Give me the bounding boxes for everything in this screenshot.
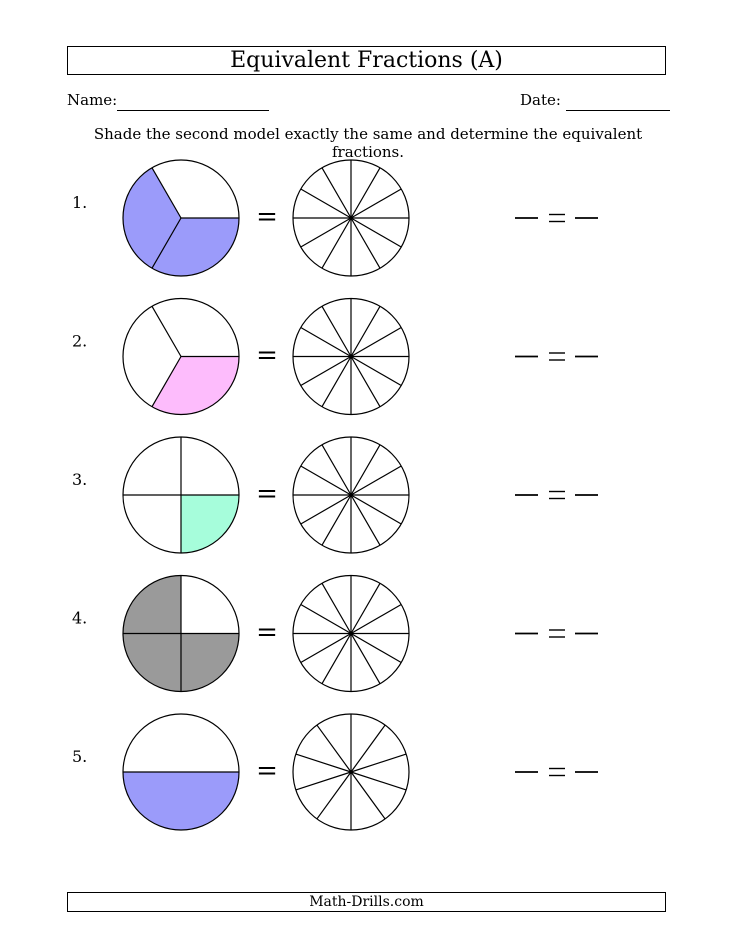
second-model-divider [351, 605, 401, 634]
second-model-divider [351, 189, 401, 218]
second-model-divider [322, 306, 351, 356]
equals-sign: = [256, 340, 278, 371]
second-model-divider [351, 357, 401, 386]
second-model-divider [351, 306, 380, 356]
second-model-divider [322, 634, 351, 684]
second-model-divider [351, 634, 401, 663]
second-model-divider [351, 634, 380, 684]
second-model-divider [301, 357, 351, 386]
second-model-divider [351, 218, 380, 268]
second-model-divider [351, 328, 401, 357]
first-model-divider [152, 306, 181, 356]
second-model-divider [351, 445, 380, 495]
problem-2 [72, 299, 598, 415]
date-label: Date: [520, 91, 561, 109]
problem-3 [72, 437, 598, 553]
equals-sign: = [256, 617, 278, 648]
second-model-divider [351, 725, 385, 772]
second-model-divider [296, 772, 351, 790]
second-model-divider [301, 466, 351, 495]
second-model-divider [317, 772, 351, 819]
problem-5 [72, 714, 598, 830]
problem-number: 1. [72, 193, 88, 212]
second-model-divider [351, 772, 385, 819]
problem-number: 2. [72, 331, 88, 351]
second-model-divider [301, 328, 351, 357]
problem-number: 3. [72, 470, 88, 489]
second-model-divider [351, 754, 406, 772]
second-model-divider [351, 466, 401, 495]
second-model-divider [301, 218, 351, 247]
shaded-part [123, 772, 239, 830]
second-model-divider [301, 634, 351, 663]
second-model-divider [322, 357, 351, 407]
equals-sign: = [256, 756, 278, 786]
second-model-divider [322, 583, 351, 633]
problem-1 [72, 160, 598, 276]
shaded-part [152, 357, 239, 415]
second-model-divider [322, 495, 351, 545]
second-model-divider [322, 218, 351, 268]
second-model-divider [351, 218, 401, 247]
shaded-part [123, 576, 181, 634]
second-model-divider [351, 772, 406, 790]
second-model-divider [322, 445, 351, 495]
problem-number: 5. [72, 747, 88, 766]
problem-4 [72, 576, 598, 692]
second-model-divider [351, 357, 380, 407]
worksheet-title: Equivalent Fractions (A) [67, 46, 666, 75]
shaded-part [123, 634, 181, 692]
footer: Math-Drills.com [67, 892, 666, 912]
second-model-divider [351, 583, 380, 633]
second-model-divider [301, 189, 351, 218]
shaded-part [181, 634, 239, 692]
second-model-divider [322, 168, 351, 218]
equals-sign: = [256, 479, 278, 509]
problem-number: 4. [72, 608, 88, 628]
second-model-divider [317, 725, 351, 772]
second-model-divider [351, 168, 380, 218]
instructions: Shade the second model exactly the same and determine the equivalent fractions. [93, 125, 643, 161]
second-model-divider [301, 495, 351, 524]
name-label: Name: [67, 91, 118, 109]
shaded-part [181, 495, 239, 553]
second-model-divider [351, 495, 401, 524]
second-model-divider [301, 605, 351, 634]
equals-sign: = [256, 202, 278, 232]
second-model-divider [296, 754, 351, 772]
second-model-divider [351, 495, 380, 545]
